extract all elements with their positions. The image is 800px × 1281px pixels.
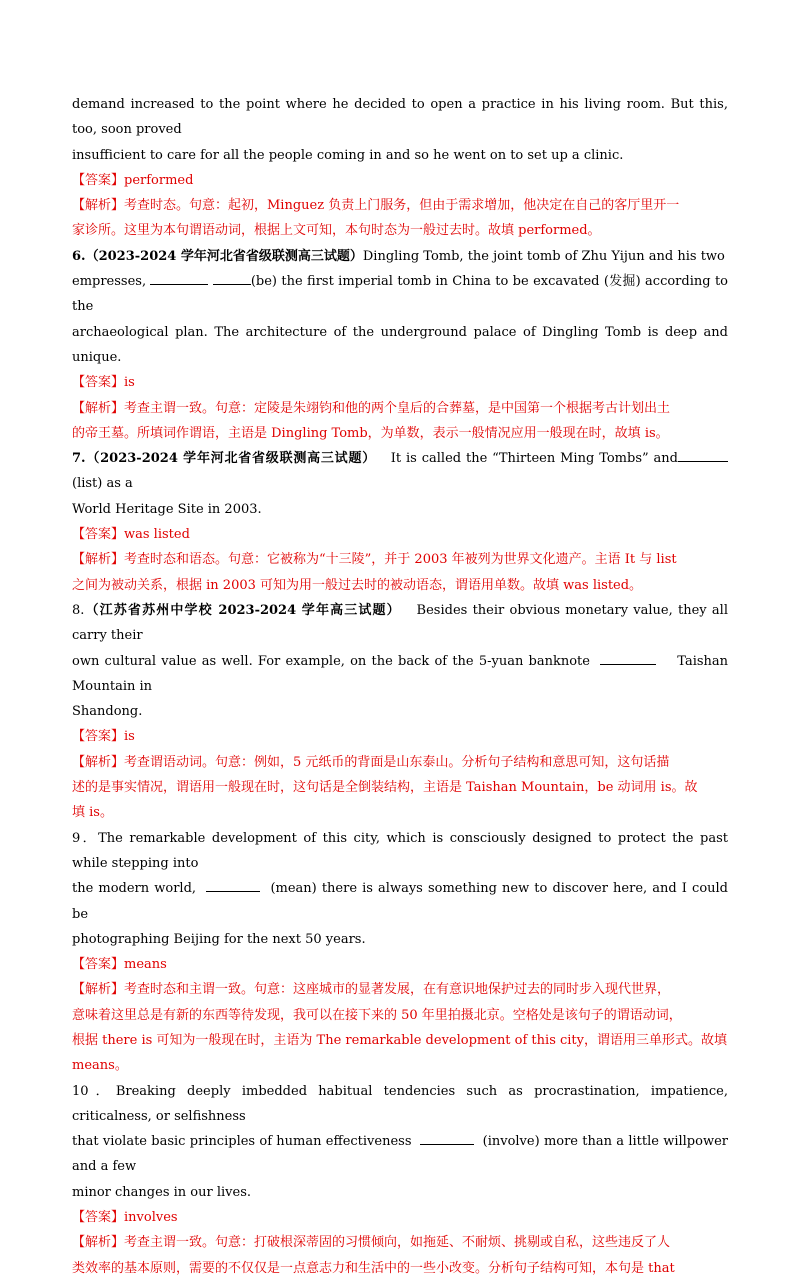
q10-answer: 【答案】involves: [72, 1210, 178, 1226]
q7-explanation-2: 之间为被动关系，根据 in 2003 可知为用一般过去时的被动语态，谓语用单数。故填 was listed。: [72, 577, 643, 593]
q9-line-2: [72, 876, 728, 927]
intro-line-1: demand increased to the point where he decided to open a practice in his living room. But this, too, soon proved: [72, 97, 728, 138]
q8-line-1: [72, 598, 728, 649]
q8-explanation-1: 【解析】考查谓语动词。句意：例如，5 元纸币的背面是山东泰山。分析句子结构和意思可知，这句话描: [72, 754, 670, 770]
q8-answer: 【答案】is: [72, 729, 135, 745]
q6-explanation-2: 的帝王墓。所填词作谓语，主语是 Dingling Tomb，为单数，表示一般情况应用一般现在时，故填 is。: [72, 425, 669, 441]
q10-text-2b: (involve) more than a little willpower and a few: [72, 1134, 728, 1175]
q9-text-2b: (mean) there is always something new to discover here, and I could be: [72, 881, 729, 922]
intro-line-2: insufficient to care for all the people coming in and so he went on to set up a clinic.: [72, 147, 624, 163]
q6-line-1: [72, 244, 728, 269]
q6-text-2a: empresses,: [72, 274, 147, 290]
q5-explanation-2: 家诊所。这里为本句谓语动词，根据上文可知，本句时态为一般过去时。故填 performed。: [72, 223, 601, 239]
q9-explanation-3: 根据 there is 可知为一般现在时，主语为 The remarkable development of this city，谓语用三单形式。故填: [72, 1032, 728, 1048]
q7-blank: [678, 447, 728, 462]
q10-blank: [420, 1130, 474, 1145]
q8-text-1: Besides their obvious monetary value, they all carry their: [72, 602, 728, 644]
q7-explanation-1: 【解析】考查时态和语态。句意：它被称为“十三陵”，并于 2003 年被列为世界文化遗产。主语 It 与 list: [72, 552, 677, 568]
q8-source: （江苏省苏州中学校 2023-2024 学年高三试题）: [84, 602, 401, 618]
q6-blank-1: [150, 270, 208, 285]
q8-text-2a: own cultural value as well. For example, on the back of the 5-yuan banknote: [72, 653, 590, 669]
document-page: [72, 92, 728, 1281]
q7-answer: 【答案】was listed: [72, 527, 190, 543]
q10-explanation-2: 类效率的基本原则，需要的不仅仅是一点意志力和生活中的一些小改变。分析句子结构可知，本句是 that: [72, 1260, 675, 1276]
q8-line-2: [72, 649, 728, 700]
q7-text-1b: (list) as a: [72, 476, 133, 492]
q6-text-1: Dingling Tomb, the joint tomb of Zhu Yijun and his two: [362, 248, 725, 264]
q9-blank: [206, 877, 260, 892]
q9-explanation-1: 【解析】考查时态和主谓一致。句意：这座城市的显著发展，在有意识地保护过去的同时步入现代世界，: [72, 982, 671, 998]
q8-text-2b: Taishan Mountain in: [72, 653, 729, 694]
q9-answer: 【答案】means: [72, 957, 167, 973]
q7-line-1: [72, 446, 728, 497]
q8-explanation-3: 填 is。: [72, 805, 113, 821]
q6-line-2: [72, 269, 728, 320]
q10-text-2a: that violate basic principles of human effectiveness: [72, 1134, 412, 1150]
q10-explanation-1: 【解析】考查主谓一致。句意：打破根深蒂固的习惯倾向，如拖延、不耐烦、挑剔或自私，这些违反了人: [72, 1235, 671, 1251]
q8-number: 8.: [72, 602, 85, 618]
q6-blank-2: [213, 270, 251, 285]
q10-line-3: minor changes in our lives.: [72, 1184, 251, 1200]
q9-text-2a: the modern world,: [72, 881, 197, 897]
q6-explanation-1: 【解析】考查主谓一致。句意：定陵是朱翊钧和他的两个皇后的合葬墓，是中国第一个根据考古计划出土: [72, 400, 671, 416]
q6-answer: 【答案】is: [72, 375, 135, 391]
q10-line-2: [72, 1129, 728, 1180]
q10-line-1: 10．Breaking deeply imbedded habitual tendencies such as procrastination, impatience, criticalness, or selfishness: [72, 1083, 728, 1124]
q6-line-3: archaeological plan. The architecture of the underground palace of Dingling Tomb is deep and unique.: [72, 324, 728, 365]
q6-text-2b: (be) the first imperial tomb in China to be excavated (发掘) according to the: [72, 274, 728, 315]
q6-number: 6.: [72, 248, 86, 264]
q6-source: （2023-2024 学年河北省省级联测高三试题）: [85, 248, 363, 264]
q7-text-1a: It is called the “Thirteen Ming Tombs” and: [390, 451, 678, 467]
q9-line-1: 9．The remarkable development of this city, which is consciously designed to protect the past while stepping into: [72, 830, 728, 871]
q5-answer: 【答案】performed: [72, 172, 194, 188]
q7-line-2: World Heritage Site in 2003.: [72, 501, 262, 517]
q7-number: 7.: [72, 451, 86, 467]
q9-line-3: photographing Beijing for the next 50 years.: [72, 931, 366, 947]
q8-line-3: Shandong.: [72, 704, 143, 720]
q8-explanation-2: 述的是事实情况，谓语用一般现在时，这句话是全倒装结构，主语是 Taishan Mountain，be 动词用 is。故: [72, 780, 698, 796]
q7-source: （2023-2024 学年河北省省级联测高三试题）: [85, 451, 376, 467]
q8-blank: [600, 650, 656, 665]
q5-explanation-1: 【解析】考查时态。句意：起初，Minguez 负责上门服务，但由于需求增加，他决定在自己的客厅里开一: [72, 198, 680, 214]
q9-explanation-2: 意味着这里总是有新的东西等待发现，我可以在接下来的 50 年里拍摄北京。空格处是该句子的谓语动词，: [72, 1007, 682, 1023]
q9-explanation-4: means。: [72, 1058, 128, 1074]
